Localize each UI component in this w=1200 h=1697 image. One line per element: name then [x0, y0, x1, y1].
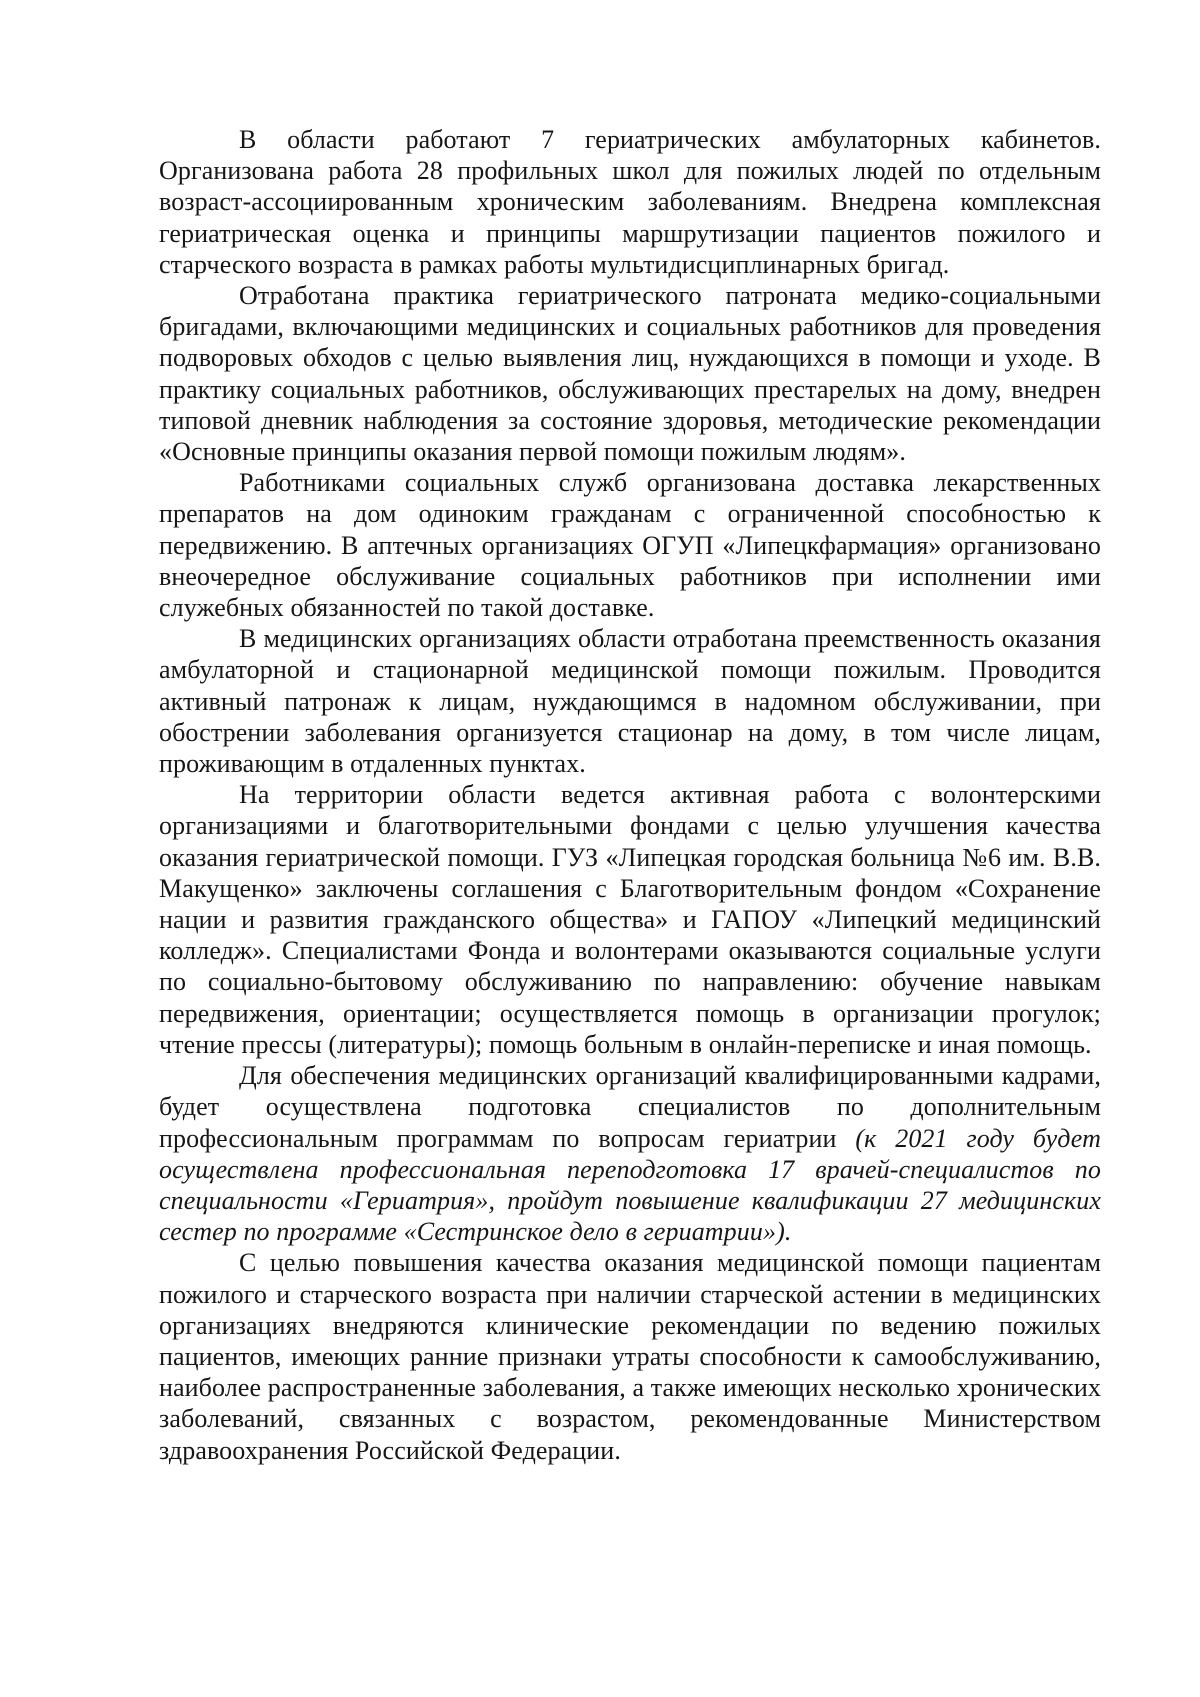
paragraph-clinical-recommendations: С целью повышения качества оказания медицинской помощи пациентам пожилого и старческого возраста при наличии старческой астении в медицинских организациях внедряются клинические рекомендации по ведению пожилых пациентов, имеющих ранние признаки утраты способности к самообслуживанию, наиболее распространенные заболевания, а также имеющих несколько хронических заболеваний, связанных с возрастом, рекомендованные Министерством здравоохранения Российской Федерации.	[159, 1248, 1101, 1465]
paragraph-staff-training	[159, 1060, 1101, 1247]
paragraph-patronage-practice: Отработана практика гериатрического патроната медико-социальными бригадами, включающими медицинских и социальных работников для проведения подворовых обходов с целью выявления лиц, нуждающихся в помощи и уходе. В практику социальных работников, обслуживающих престарелых на дому, внедрен типовой дневник наблюдения за состояние здоровья, методические рекомендации «Основные принципы оказания первой помощи пожилым людям».	[159, 281, 1101, 467]
paragraph-care-continuity: В медицинских организациях области отработана преемственность оказания амбулаторной и стационарной медицинской помощи пожилым. Проводится активный патронаж к лицам, нуждающимся в надомном обслуживании, при обострении заболевания организуется стационар на дому, в том числе лицам, проживающим в отдаленных пунктах.	[159, 624, 1101, 779]
paragraph-medicine-delivery: Работниками социальных служб организована доставка лекарственных препаратов на дом одиноким гражданам с ограниченной способностью к передвижению. В аптечных организациях ОГУП «Липецкфармация» организовано внеочередное обслуживание социальных работников при исполнении ими служебных обязанностей по такой доставке.	[159, 468, 1101, 623]
document-body	[159, 124, 1101, 1466]
paragraph-staff-training-italic: (к 2021 году будет осуществлена профессиональная переподготовка 17 врачей-специалистов по специальности «Гериатрия», пройдут повышение квалификации 27 медицинских сестер по программе «Сестринское дело в гериатрии»).	[159, 1123, 1101, 1247]
paragraph-staff-training-text: Для обеспечения медицинских организаций квалифицированными кадрами, будет осуществлена подготовка специалистов по дополнительным профессиональным программам по вопросам гериатрии	[159, 1061, 1101, 1153]
paragraph-geriatric-offices: В области работают 7 гериатрических амбулаторных кабинетов. Организована работа 28 профильных школ для пожилых людей по отдельным возраст-ассоциированным хроническим заболеваниям. Внедрена комплексная гериатрическая оценка и принципы маршрутизации пациентов пожилого и старческого возраста в рамках работы мультидисциплинарных бригад.	[159, 125, 1101, 279]
paragraph-volunteer-work: На территории области ведется активная работа с волонтерскими организациями и благотворительными фондами с целью улучшения качества оказания гериатрической помощи. ГУЗ «Липецкая городская больница №6 им. В.В. Макущенко» заключены соглашения с Благотворительным фондом «Сохранение нации и развития гражданского общества» и ГАПОУ «Липецкий медицинский колледж». Специалистами Фонда и волонтерами оказываются социальные услуги по социально-бытовому обслуживанию по направлению: обучение навыкам передвижения, ориентации; осуществляется помощь в организации прогулок; чтение прессы (литературы); помощь больным в онлайн-переписке и иная помощь.	[159, 780, 1101, 1059]
